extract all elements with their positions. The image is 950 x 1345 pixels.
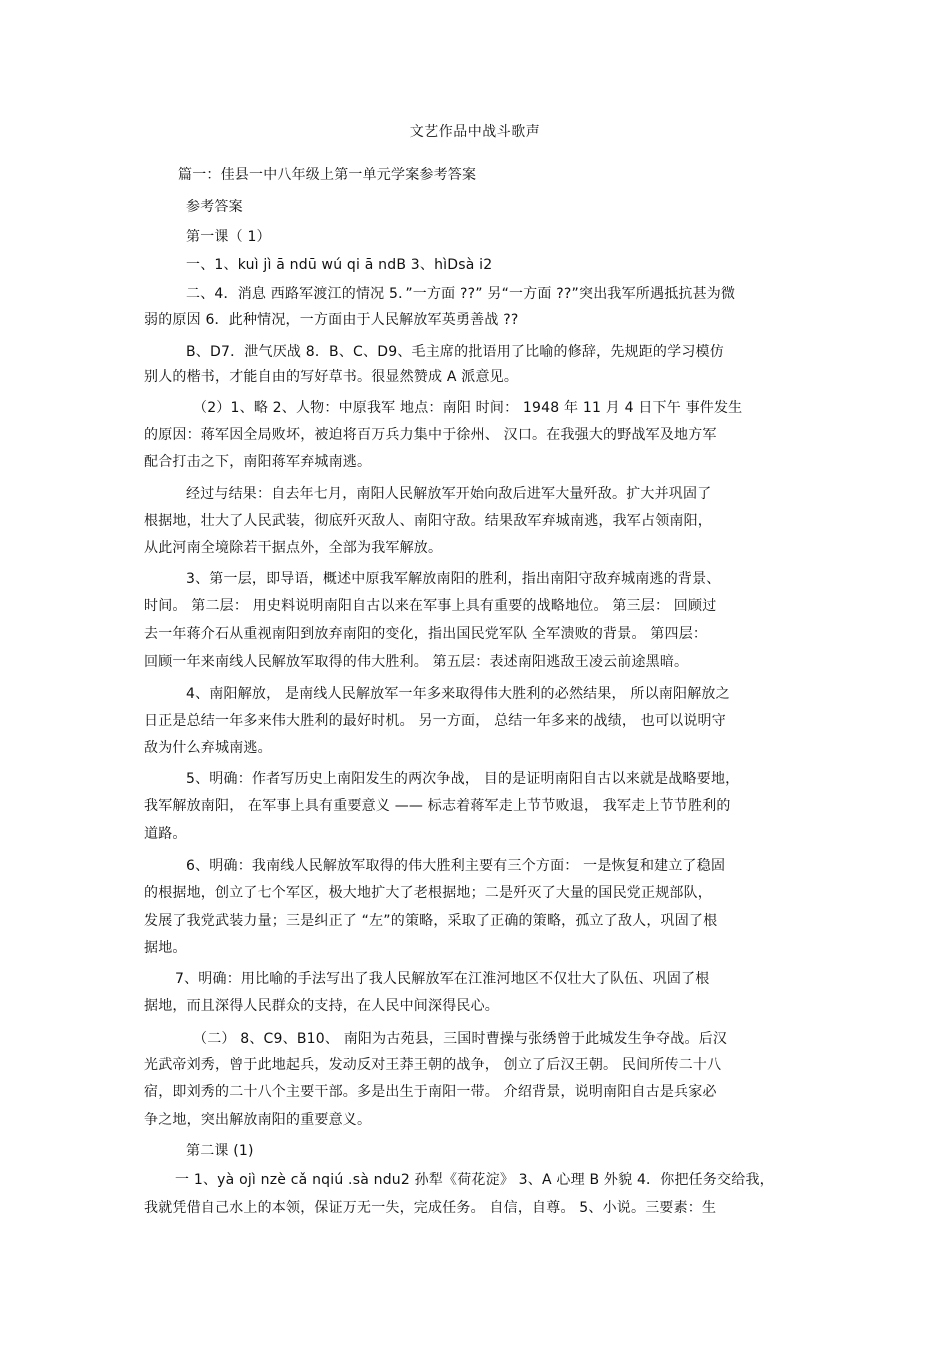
text-line: 的原因：蒋军因全局败坏，被迫将百万兵力集中于徐州、 汉口。在我强大的野战军及地方军 (144, 427, 717, 443)
text-line: 4、南阳解放， 是南线人民解放军一年多来取得伟大胜利的必然结果， 所以南阳解放之 (186, 686, 730, 702)
text-line: 5、明确：作者写历史上南阳发生的两次争战， 目的是证明南阳自古以来就是战略要地， (186, 771, 740, 787)
text-line: 发展了我党武装力量；三是纠正了 “左”的策略，采取了正确的策略，孤立了敌人，巩固了根 (144, 913, 718, 929)
text-line: 的根据地，创立了七个军区，极大地扩大了老根据地；二是歼灭了大量的国民党正规部队， (144, 885, 712, 901)
text-line: 敌为什么弃城南逃。 (144, 740, 272, 756)
text-line: 去一年蒋介石从重视南阳到放弃南阳的变化，指出国民党军队 全军溃败的背景。 第四层： (144, 626, 708, 642)
text-line: 据地。 (144, 940, 187, 956)
text-line: 我就凭借自己水上的本领，保证万无一失，完成任务。 自信，自尊。 5、小说。三要素：生 (144, 1200, 717, 1216)
text-line: 一、1、kuì jì ā ndū wú qi ā ndB 3、hìDsà i2 (186, 257, 493, 273)
text-line: 回顾一年来南线人民解放军取得的伟大胜利。 第五层：表述南阳逃敌王凌云前途黑暗。 (144, 654, 689, 670)
text-line: 弱的原因 6．此种情况，一方面由于人民解放军英勇善战 ?? (144, 312, 519, 328)
text-line: 据地，而且深得人民群众的支持，在人民中间深得民心。 (144, 998, 499, 1014)
text-line: 争之地，突出解放南阳的重要意义。 (144, 1112, 372, 1128)
section-heading: 篇一：佳县一中八年级上第一单元学案参考答案 (178, 167, 477, 183)
text-line: 配合打击之下，南阳蒋军弃城南逃。 (144, 454, 372, 470)
text-line: 3、第一层，即导语，概述中原我军解放南阳的胜利，指出南阳守敌弃城南逃的背景、 (186, 571, 721, 587)
text-line: 一 1、yà ojì nzè cǎ nqiú .sà ndu2 孙犁《荷花淀》 3、A 心理 B 外貌 4．你把任务交给我， (175, 1172, 774, 1188)
text-line: 6、明确：我南线人民解放军取得的伟大胜利主要有三个方面： 一是恢复和建立了稳固 (186, 858, 726, 874)
text-line: 宿，即刘秀的二十八个主要干部。多是出生于南阳一带。 介绍背景，说明南阳自古是兵家必 (144, 1084, 717, 1100)
lesson-heading: 第一课（ 1） (186, 229, 271, 245)
text-line: 日正是总结一年多来伟大胜利的最好时机。 另一方面， 总结一年多来的战绩， 也可以说明守 (144, 713, 726, 729)
document-title: 文艺作品中战斗歌声 (409, 124, 541, 140)
text-line: B、D7．泄气厌战 8．B、C、D9、毛主席的批语用了比喻的修辞，先规距的学习模仿 (186, 344, 724, 360)
lesson-heading: 第二课 (1) (186, 1143, 254, 1159)
text-line: 别人的楷书，才能自由的写好草书。很显然赞成 A 派意见。 (144, 369, 519, 385)
text-line: 光武帝刘秀，曾于此地起兵，发动反对王莽王朝的战争， 创立了后汉王朝。 民间所传二十八 (144, 1057, 722, 1073)
text-line: 我军解放南阳， 在军事上具有重要意义 —— 标志着蒋军走上节节败退， 我军走上节节胜利的 (144, 798, 731, 814)
text-line: （2）1、略 2、人物：中原我军 地点：南阳 时间： 1948 年 11 月 4 日下午 事件发生 (193, 400, 743, 416)
text-line: 7、明确：用比喻的手法写出了我人民解放军在江淮河地区不仅壮大了队伍、巩固了根 (175, 971, 710, 987)
text-line: 时间。 第二层： 用史料说明南阳自古以来在军事上具有重要的战略地位。 第三层： 回顾过 (144, 598, 717, 614)
text-line: 根据地，壮大了人民武装，彻底歼灭敌人、南阳守敌。结果敌军弃城南逃，我军占领南阳， (144, 513, 712, 529)
text-line: 道路。 (144, 826, 187, 842)
text-line: （二） 8、C9、B10、 南阳为古苑县，三国时曹操与张绣曾于此城发生争夺战。后汉 (193, 1031, 728, 1047)
subheading: 参考答案 (186, 199, 243, 215)
text-line: 从此河南全境除若干据点外，全部为我军解放。 (144, 540, 443, 556)
text-line: 经过与结果：自去年七月，南阳人民解放军开始向敌后进军大量歼敌。扩大并巩固了 (186, 486, 712, 502)
text-line: 二、4．消息 西路军渡江的情况 5．”一方面 ??” 另“一方面 ??”突出我军所遇抵抗甚为微 (186, 286, 736, 302)
